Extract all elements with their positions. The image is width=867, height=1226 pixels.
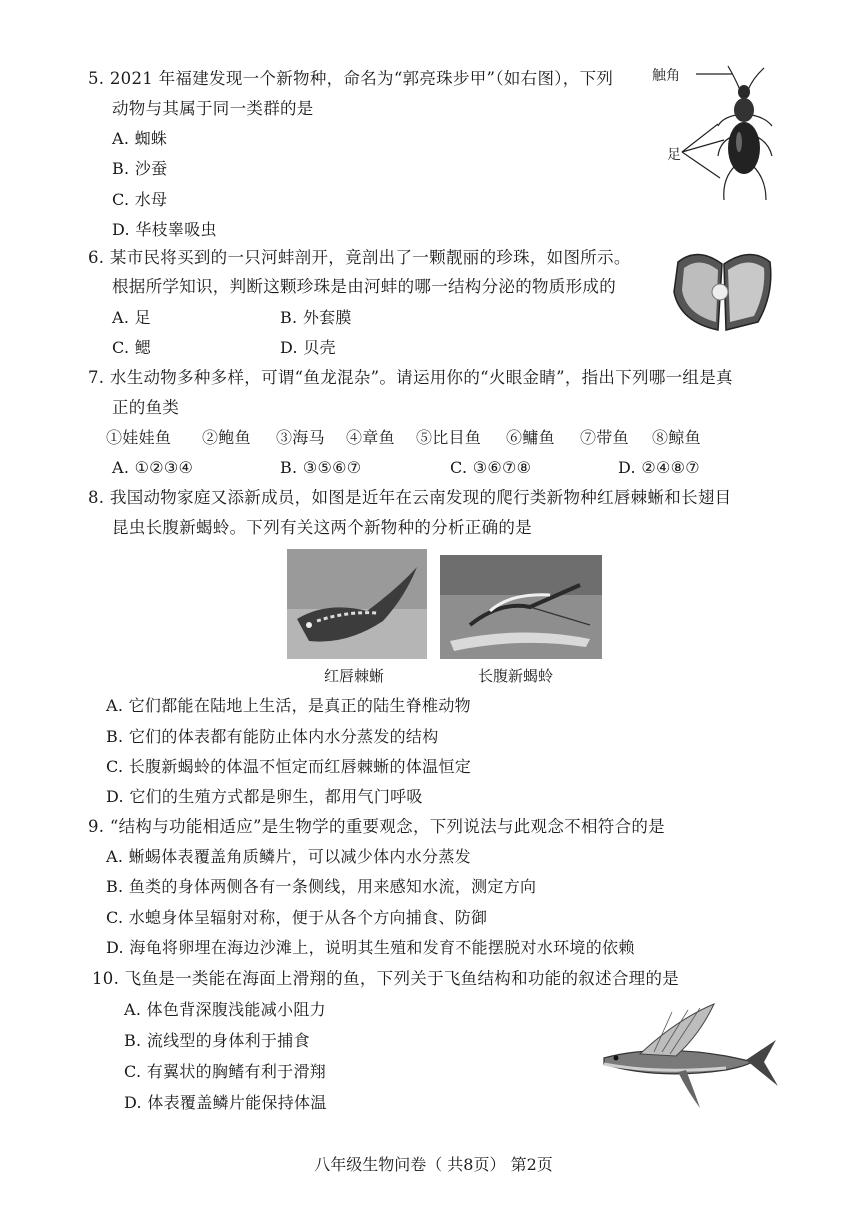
q5-stem-line2: 动物与其属于同一类群的是 [112,99,314,118]
q7-item-4: ④章鱼 [346,428,395,447]
mussel-pearl-figure [668,242,778,338]
q7-item-1: ①娃娃鱼 [106,428,172,447]
q5-option-a: A. 蜘蛛 [112,129,168,148]
q8-option-d: D. 它们的生殖方式都是卵生，都用气门呼吸 [106,787,423,806]
q7-item-8: ⑧鲸鱼 [652,428,701,447]
scorpionfly-photo [440,555,602,659]
q7-item-2: ②鲍鱼 [202,428,251,447]
q9-stem: 9. “结构与功能相适应”是生物学的重要观念，下列说法与此观念不相符合的是 [88,817,665,836]
page-footer: 八年级生物问卷（ 共8页） 第2页 [314,1155,553,1174]
q5-option-d: D. 华枝睾吸虫 [112,220,217,239]
q7-item-6: ⑥鳙鱼 [506,428,555,447]
beetle-label-antenna: 触角 [652,68,680,84]
q6-stem-line2: 根据所学知识，判断这颗珍珠是由河蚌的哪一结构分泌的物质形成的 [112,277,616,296]
caption-scorpionfly: 长腹新蝎蛉 [478,667,554,685]
q9-option-d: D. 海龟将卵埋在海边沙滩上，说明其生殖和发育不能摆脱对水环境的依赖 [106,938,635,957]
q9-option-a: A. 蜥蜴体表覆盖角质鳞片，可以减少体内水分蒸发 [106,847,471,866]
ground-beetle-figure [640,60,790,218]
q7-stem-line2: 正的鱼类 [112,398,180,417]
q10-option-a: A. 体色背深腹浅能减小阻力 [124,1000,326,1019]
q10-option-b: B. 流线型的身体利于捕食 [124,1031,310,1050]
q10-stem: 10. 飞鱼是一类能在海面上滑翔的鱼，下列关于飞鱼结构和功能的叙述合理的是 [92,969,680,988]
q7-option-d: D. ②④⑧⑦ [618,458,700,477]
q6-option-a: A. 足 [112,308,151,327]
q10-option-c: C. 有翼状的胸鳍有利于滑翔 [124,1062,327,1081]
q6-option-b: B. 外套膜 [280,308,352,327]
beetle-label-leg: 足 [667,147,681,163]
q5-option-b: B. 沙蚕 [112,159,168,178]
q6-option-c: C. 鳃 [112,338,152,357]
q8-option-b: B. 它们的体表都有能防止体内水分蒸发的结构 [106,727,439,746]
q7-option-a: A. ①②③④ [112,458,194,477]
q7-item-3: ③海马 [276,428,325,447]
q9-option-b: B. 鱼类的身体两侧各有一条侧线，用来感知水流，测定方向 [106,877,537,896]
q7-option-c: C. ③⑥⑦⑧ [450,458,532,477]
red-lipped-lizard-photo [287,549,427,659]
q8-stem-line1: 8. 我国动物家庭又添新成员，如图是近年在云南发现的爬行类新物种红唇棘蜥和长翅目 [88,488,732,507]
q8-option-a: A. 它们都能在陆地上生活，是真正的陆生脊椎动物 [106,696,471,715]
q7-item-7: ⑦带鱼 [580,428,629,447]
flying-fish-figure [596,1000,782,1112]
q7-option-b: B. ③⑤⑥⑦ [280,458,362,477]
q6-stem-line1: 6. 某市民将买到的一只河蚌剖开，竟剖出了一颗靓丽的珍珠，如图所示。 [88,248,631,267]
q7-stem-line1: 7. 水生动物多种多样，可谓“鱼龙混杂”。请运用你的“火眼金睛”，指出下列哪一组是真 [88,368,733,387]
q10-option-d: D. 体表覆盖鳞片能保持体温 [124,1093,327,1112]
q9-option-c: C. 水螅身体呈辐射对称，便于从各个方向捕食、防御 [106,908,488,927]
q5-stem-line1: 5. 2021 年福建发现一个新物种，命名为“郭亮珠步甲”（如右图），下列 [88,69,614,88]
q6-option-d: D. 贝壳 [280,338,336,357]
q8-option-c: C. 长腹新蝎蛉的体温不恒定而红唇棘蜥的体温恒定 [106,757,472,776]
q7-item-5: ⑤比目鱼 [416,428,482,447]
caption-red-lipped-lizard: 红唇棘蜥 [324,667,385,685]
q5-option-c: C. 水母 [112,190,168,209]
q8-stem-line2: 昆虫长腹新蝎蛉。下列有关这两个新物种的分析正确的是 [112,518,532,537]
